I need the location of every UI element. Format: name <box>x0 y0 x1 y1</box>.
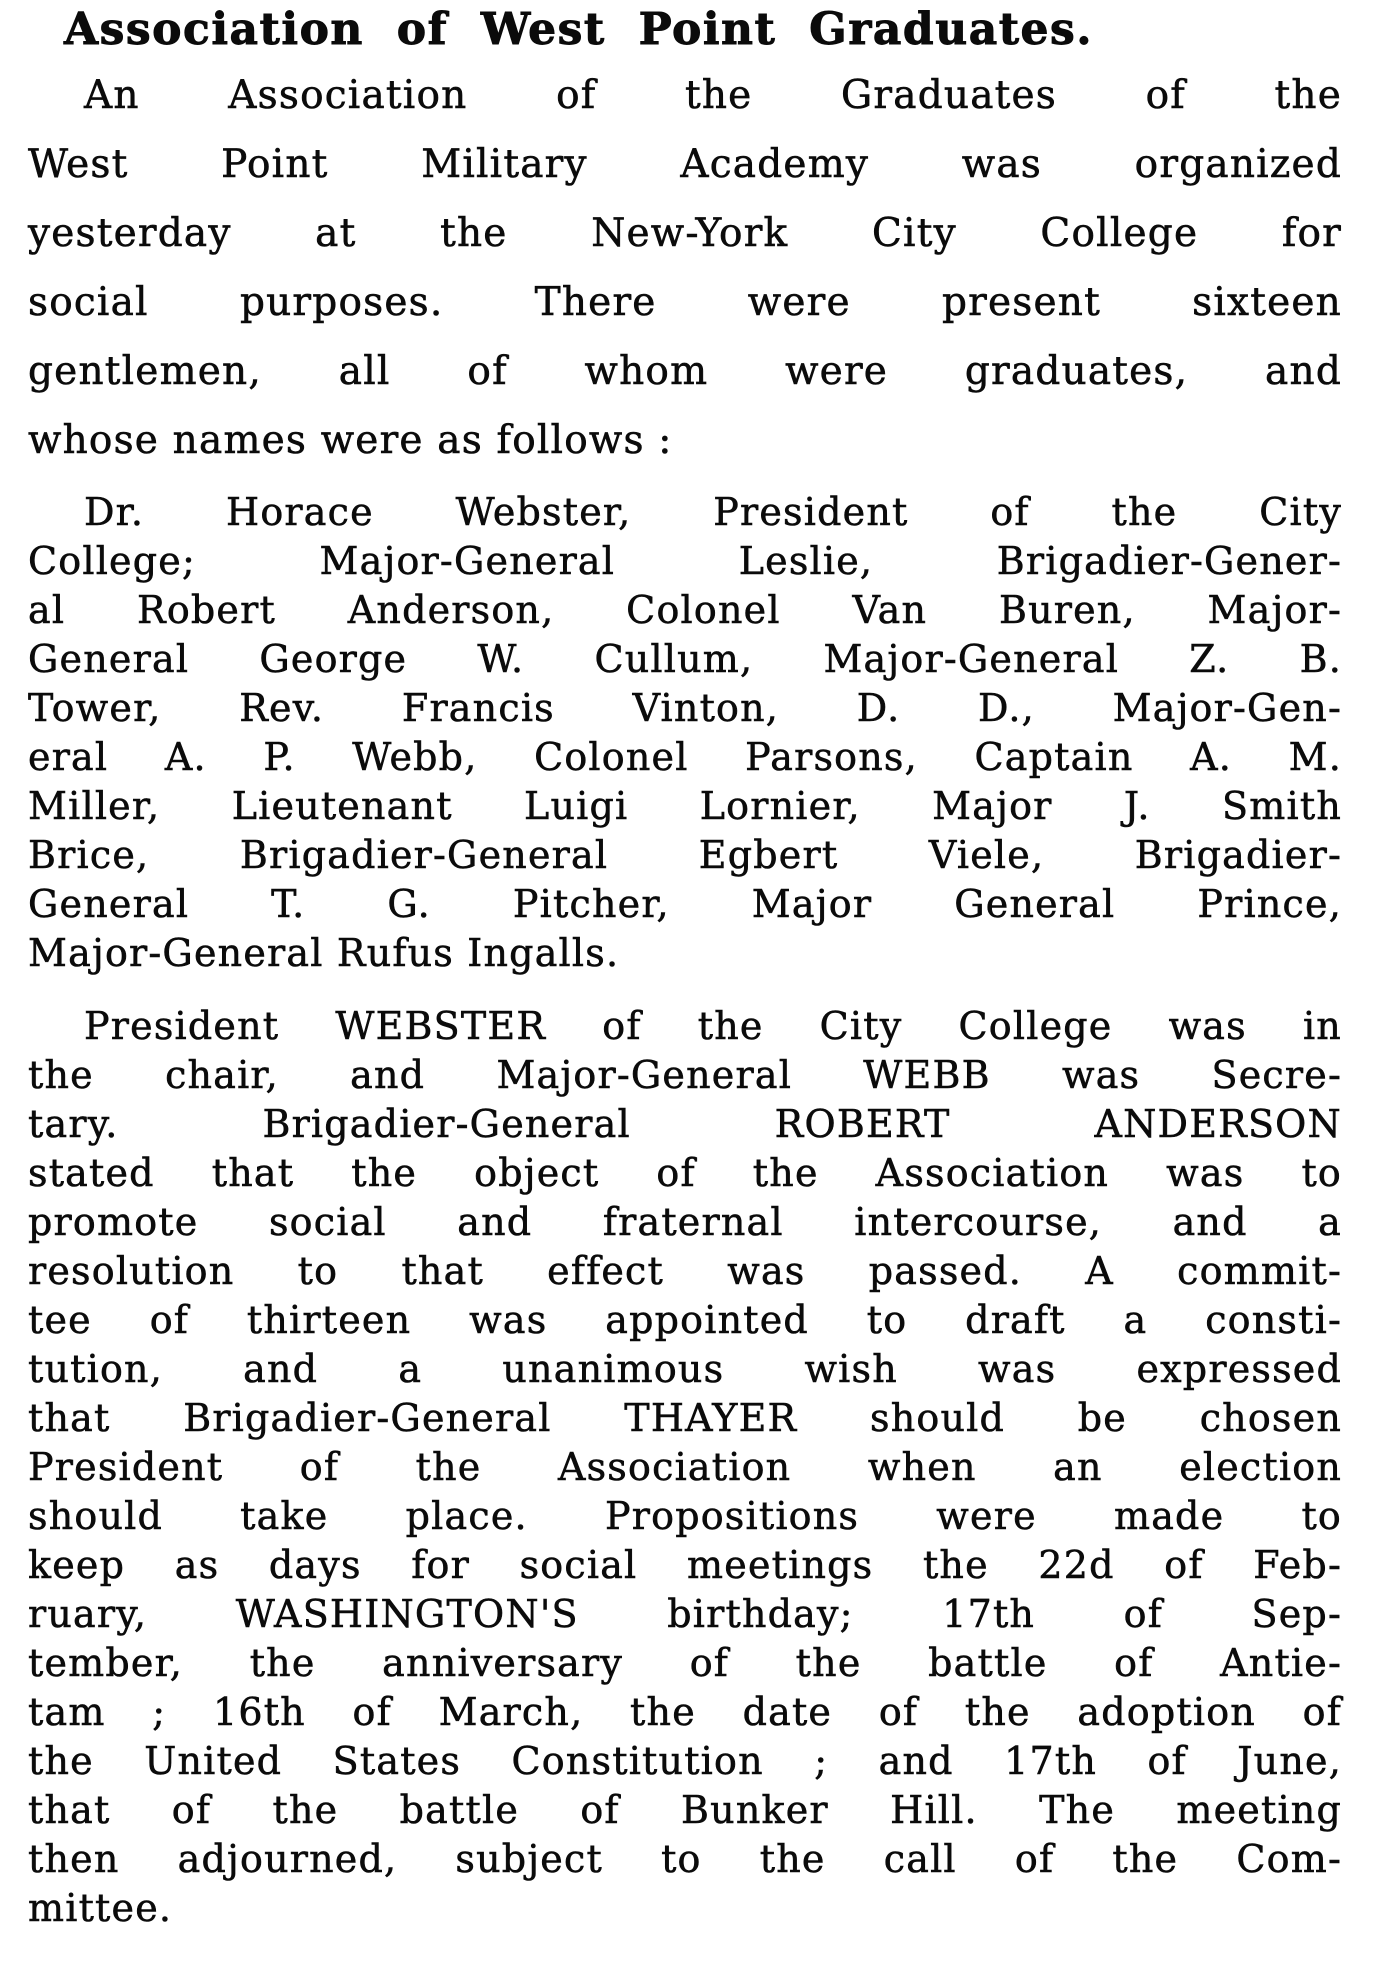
paragraph-names <box>28 488 1342 978</box>
article-line: gentlemen, all of whom were graduates, and <box>28 349 1342 394</box>
article-line: tution, and a unanimous wish was expressed <box>28 1347 1342 1391</box>
article-line: Tower, Rev. Francis Vinton, D. D., Major-Gen- <box>28 686 1342 730</box>
article-line: then adjourned, subject to the call of the Com- <box>28 1837 1342 1881</box>
article-line: Brice, Brigadier-General Egbert Viele, Brigadier- <box>28 833 1342 877</box>
article-line: social purposes. There were present sixteen <box>28 280 1342 325</box>
article-line: should take place. Propositions were made to <box>28 1494 1342 1538</box>
article-line: mittee. <box>28 1886 173 1930</box>
article-line: Dr. Horace Webster, President of the City <box>84 490 1342 534</box>
article-line: West Point Military Academy was organized <box>28 142 1342 187</box>
article-line: eral A. P. Webb, Colonel Parsons, Captain A. M. <box>28 735 1342 779</box>
article-line: tary. Brigadier-General ROBERT ANDERSON <box>28 1102 1342 1146</box>
article-line: Miller, Lieutenant Luigi Lornier, Major J. Smith <box>28 784 1342 828</box>
article-title: Association of West Point Graduates. <box>64 4 1094 55</box>
article-line: keep as days for social meetings the 22d of Feb- <box>28 1543 1342 1587</box>
article-line: ruary, WASHINGTON'S birthday; 17th of Sep- <box>28 1592 1342 1636</box>
article-line: the chair, and Major-General WEBB was Secre- <box>28 1053 1342 1097</box>
article-line: that of the battle of Bunker Hill. The meeting <box>28 1788 1342 1832</box>
article-line: President of the Association when an election <box>28 1445 1342 1489</box>
article-line: President WEBSTER of the City College was in <box>84 1004 1342 1048</box>
paragraph-intro <box>28 61 1342 475</box>
article-line: General T. G. Pitcher, Major General Prince, <box>28 882 1342 926</box>
article-line: Major-General Rufus Ingalls. <box>28 931 620 975</box>
article-line: resolution to that effect was passed. A commit- <box>28 1249 1342 1293</box>
article-line: al Robert Anderson, Colonel Van Buren, Major- <box>28 588 1342 632</box>
article-line: tee of thirteen was appointed to draft a consti- <box>28 1298 1342 1342</box>
article-line: tember, the anniversary of the battle of Antie- <box>28 1641 1342 1685</box>
article-line: College; Major-General Leslie, Brigadier-Gener- <box>28 539 1342 583</box>
article-line: General George W. Cullum, Major-General Z. B. <box>28 637 1342 681</box>
article-line: tam ; 16th of March, the date of the adoption of <box>28 1690 1342 1734</box>
article-line: that Brigadier-General THAYER should be chosen <box>28 1396 1342 1440</box>
article-line: promote social and fraternal intercourse, and a <box>28 1200 1342 1244</box>
article-line: the United States Constitution ; and 17th of June, <box>28 1739 1342 1783</box>
article-line: yesterday at the New-York City College for <box>28 211 1342 256</box>
article-line: whose names were as follows : <box>28 418 673 463</box>
paragraph-meeting <box>28 1002 1342 1933</box>
article-line: stated that the object of the Association was to <box>28 1151 1342 1195</box>
article-line: An Association of the Graduates of the <box>84 73 1342 118</box>
